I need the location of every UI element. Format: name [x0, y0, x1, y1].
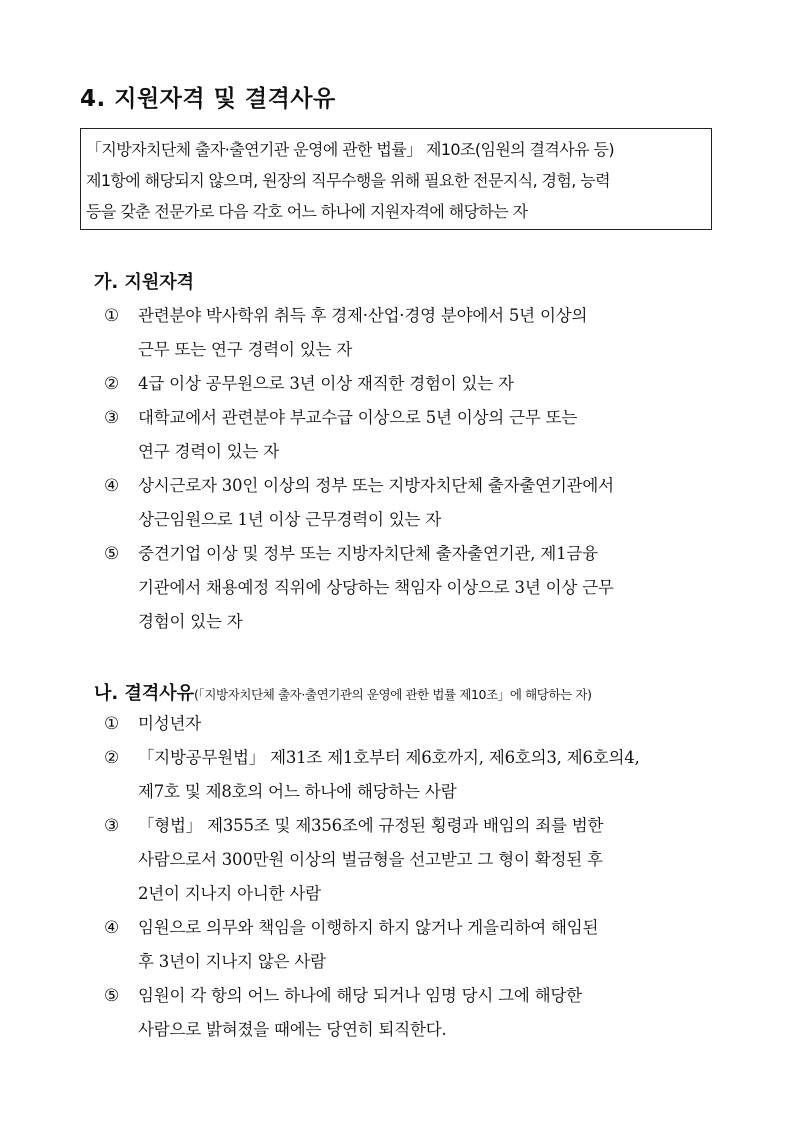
disqualifications-heading [94, 679, 592, 705]
item-text: 관련분야 박사학위 취득 후 경제·산업·경영 분야에서 5년 이상의 [138, 306, 588, 325]
item-text: 후 3년이 지나지 않은 사람 [138, 952, 326, 971]
item-text: 사람으로 밝혀졌을 때에는 당연히 퇴직한다. [138, 1020, 447, 1039]
notice-line: 「지방자치단체 출자·출연기관 운영에 관한 법률」 제10조(임원의 결격사유 등) [86, 140, 614, 159]
item-number: ③ [104, 408, 120, 428]
item-number: ① [104, 306, 120, 326]
item-text: 임원으로 의무와 책임을 이행하지 하지 않거나 게을리하여 해임된 [138, 918, 599, 937]
notice-line: 제1항에 해당되지 않으며, 원장의 직무수행을 위해 필요한 전문지식, 경험, 능력 [86, 171, 610, 190]
disqualifications-heading-label: 나. 결격사유 [94, 683, 195, 704]
item-number: ② [104, 374, 120, 394]
item-text: 경험이 있는 자 [138, 612, 243, 631]
eligibility-notice-box [80, 128, 712, 230]
item-number: ⑤ [104, 986, 120, 1006]
item-text: 중견기업 이상 및 정부 또는 지방자치단체 출자출연기관, 제1금융 [138, 544, 598, 563]
item-number: ⑤ [104, 544, 120, 564]
item-text: 근무 또는 연구 경력이 있는 자 [138, 340, 353, 359]
item-number: ④ [104, 476, 120, 496]
item-text: 연구 경력이 있는 자 [138, 442, 280, 461]
item-text: 「형법」 제355조 및 제356조에 규정된 횡령과 배임의 죄를 범한 [138, 816, 604, 835]
item-text: 미성년자 [138, 714, 201, 733]
item-text: 사람으로서 300만원 이상의 벌금형을 선고받고 그 형이 확정된 후 [138, 850, 603, 869]
item-text: 임원이 각 항의 어느 하나에 해당 되거나 임명 당시 그에 해당한 [138, 986, 582, 1005]
item-text: 제7호 및 제8호의 어느 하나에 해당하는 사람 [138, 782, 457, 801]
item-text: 상근임원으로 1년 이상 근무경력이 있는 자 [138, 510, 442, 529]
qualifications-heading: 가. 지원자격 [94, 272, 195, 293]
item-number: ② [104, 748, 120, 768]
section-title: 4. 지원자격 및 결격사유 [80, 86, 336, 112]
item-text: 4급 이상 공무원으로 3년 이상 재직한 경험이 있는 자 [138, 374, 514, 393]
item-text: 2년이 지나지 아니한 사람 [138, 884, 321, 903]
item-text: 기관에서 채용예정 직위에 상당하는 책임자 이상으로 3년 이상 근무 [138, 578, 614, 597]
item-number: ④ [104, 918, 120, 938]
item-text: 대학교에서 관련분야 부교수급 이상으로 5년 이상의 근무 또는 [138, 408, 578, 427]
disqualifications-heading-note: (「지방자치단체 출자·출연기관의 운영에 관한 법률 제10조」에 해당하는 자) [194, 687, 592, 702]
item-text: 「지방공무원법」 제31조 제1호부터 제6호까지, 제6호의3, 제6호의4, [138, 748, 640, 767]
item-number: ③ [104, 816, 120, 836]
item-number: ① [104, 714, 120, 734]
notice-line: 등을 갖춘 전문가로 다음 각호 어느 하나에 지원자격에 해당하는 자 [86, 202, 528, 221]
item-text: 상시근로자 30인 이상의 정부 또는 지방자치단체 출자출연기관에서 [138, 476, 614, 495]
